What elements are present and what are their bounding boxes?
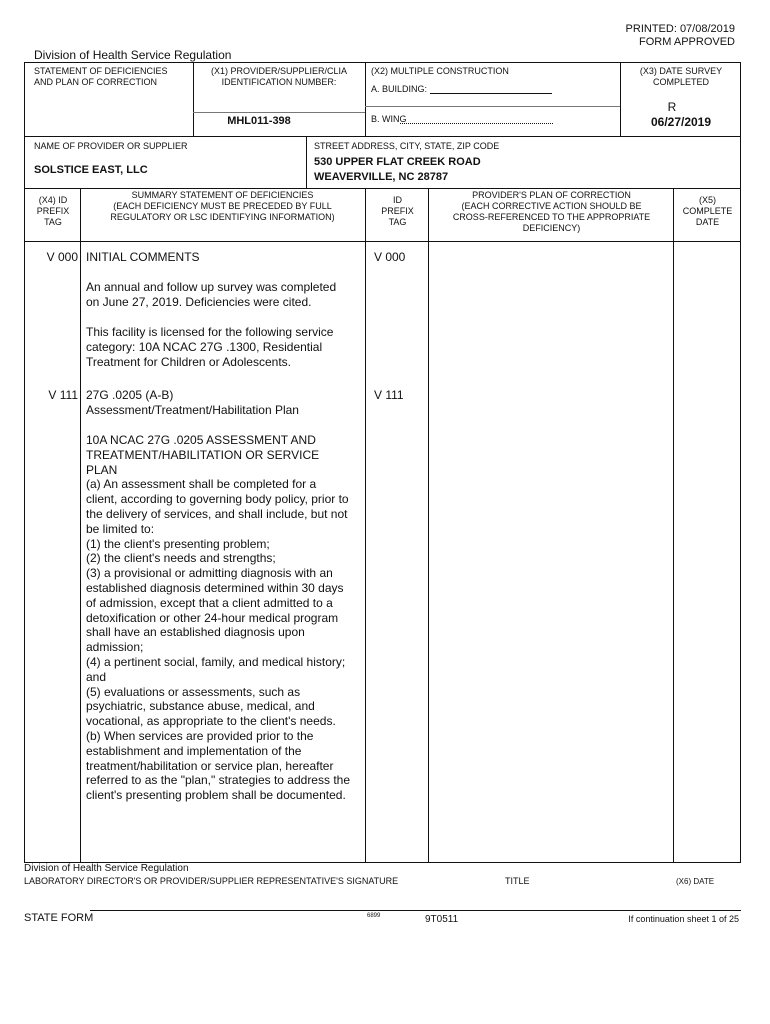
title-label: TITLE — [505, 876, 530, 886]
entry-v000-title: INITIAL COMMENTS — [86, 250, 200, 264]
provider-name: SOLSTICE EAST, LLC — [34, 164, 148, 176]
divider-provider — [306, 136, 307, 188]
wing-blank — [400, 123, 553, 124]
address-label: STREET ADDRESS, CITY, STATE, ZIP CODE — [314, 141, 500, 151]
x1-value: MHL011-398 — [227, 115, 291, 127]
x3-label: (X3) DATE SURVEY COMPLETED — [639, 66, 723, 87]
tag-v111-id: V 111 — [374, 388, 404, 402]
tag-v111-prefix: V 111 — [48, 388, 78, 402]
divider-col-id — [428, 188, 429, 863]
statement-label: STATEMENT OF DEFICIENCIES AND PLAN OF CORRECTION — [34, 66, 168, 87]
x2-label: (X2) MULTIPLE CONSTRUCTION — [371, 66, 509, 76]
city-state-zip: WEAVERVILLE, NC 28787 — [314, 171, 449, 183]
building-label: A. BUILDING: — [371, 84, 428, 94]
col-id-header: ID PREFIX TAG — [381, 195, 414, 227]
street-address: 530 UPPER FLAT CREEK ROAD — [314, 156, 481, 168]
entry-v111-body: 10A NCAC 27G .0205 ASSESSMENT AND TREATMENT/HABILITATION OR SERVICE PLAN (a) An assessment shall be completed for a client, according to governing body policy, prior to the delivery of services, and shall include, but not be limited to: (1) the client's presenting problem; (2) the client's needs and strengths; (3) a provisional or admitting diagnosis with an established diagnosis determined within 30 days of admission, except that a client admitted to a detoxification or other 24-hour medical program shall have an established diagnosis upon admission; (4) a pertinent social, family, and medical history; and (5) evaluations or assessments, such as psychiatric, substance abuse, medical, and vocational, as appropriate to the client's needs. (b) When services are provided prior to the establishment and implementation of the treatment/habilitation or service plan, hereafter referred to as the "plan," strategies to address the client's presenting problem shall be documented. — [86, 433, 350, 803]
signature-rule — [90, 910, 741, 911]
col-summary-header: SUMMARY STATEMENT OF DEFICIENCIES (EACH DEFICIENCY MUST BE PRECEDED BY FULL REGULATORY OR LSC IDENTIFYING INFORMATION) — [110, 190, 335, 222]
divider-x1 — [193, 62, 194, 136]
form-code: 6899 — [367, 913, 381, 919]
provider-name-label: NAME OF PROVIDER OR SUPPLIER — [34, 141, 188, 151]
building-blank — [430, 93, 552, 94]
divider-x3 — [620, 62, 621, 136]
col-plan-header: PROVIDER'S PLAN OF CORRECTION (EACH CORRECTIVE ACTION SHOULD BE CROSS-REFERENCED TO THE APPROPRIATE DEFICIENCY) — [452, 190, 651, 233]
divider-header-bottom — [24, 136, 741, 137]
divider-colheader-bottom — [24, 241, 741, 242]
divider-provider-bottom — [24, 188, 741, 189]
signature-label: LABORATORY DIRECTOR'S OR PROVIDER/SUPPLIER REPRESENTATIVE'S SIGNATURE — [24, 876, 399, 886]
event-id: 9T0511 — [425, 914, 459, 925]
x6-date-label: (X6) DATE — [676, 877, 715, 886]
divider-x2 — [365, 62, 366, 136]
x3-date: 06/27/2019 — [650, 115, 712, 129]
x3-code: R — [667, 100, 677, 114]
entry-v000-paragraph-2: This facility is licensed for the following service category: 10A NCAC 27G .1300, Residential Treatment for Children or Adolescents. — [86, 325, 334, 369]
footer-agency: Division of Health Service Regulation — [24, 863, 189, 874]
x2-inner-rule — [365, 106, 620, 107]
continuation-sheet: If continuation sheet 1 of 25 — [628, 914, 739, 924]
divider-col-x4 — [80, 188, 81, 863]
col-x4-header: (X4) ID PREFIX TAG — [36, 195, 70, 227]
entry-v000-paragraph-1: An annual and follow up survey was completed on June 27, 2019. Deficiencies were cited. — [86, 280, 337, 309]
divider-col-plan — [673, 188, 674, 863]
tag-v000-prefix: V 000 — [46, 250, 78, 264]
form-approved: FORM APPROVED — [639, 36, 735, 48]
divider-col-summary — [365, 188, 366, 863]
state-form-label: STATE FORM — [24, 912, 94, 924]
x1-inner-rule — [193, 112, 365, 113]
entry-v111-title: 27G .0205 (A-B) Assessment/Treatment/Habilitation Plan — [86, 388, 299, 417]
printed-date: PRINTED: 07/08/2019 — [625, 23, 735, 35]
x1-label: (X1) PROVIDER/SUPPLIER/CLIA IDENTIFICATION NUMBER: — [210, 66, 348, 87]
wing-label: B. WING — [371, 114, 407, 124]
tag-v000-id: V 000 — [374, 250, 406, 264]
agency-name: Division of Health Service Regulation — [34, 48, 232, 62]
col-x5-header: (X5) COMPLETE DATE — [682, 195, 733, 227]
